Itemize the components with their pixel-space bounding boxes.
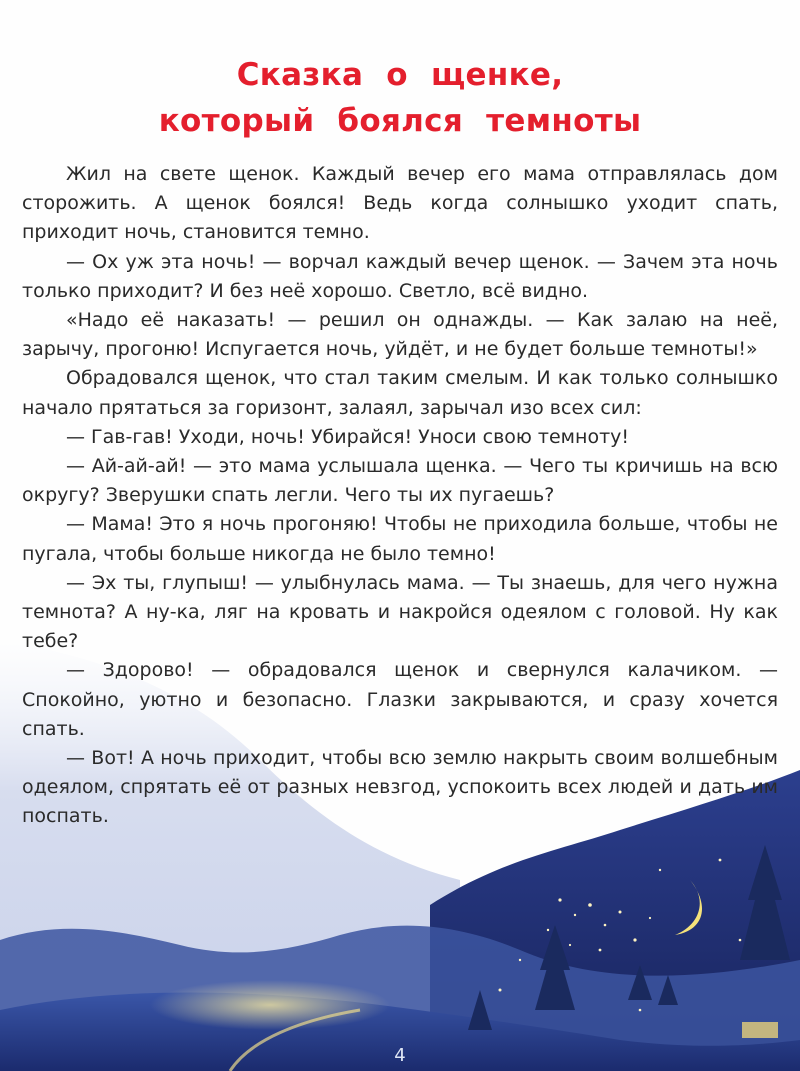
story-title [0, 52, 800, 144]
paragraph: — Ай-ай-ай! — это мама услышала щенка. — Чего ты кричишь на всю округу? Зверушки спать легли. Чего ты их пугаешь? [22, 455, 778, 507]
paragraph: — Вот! А ночь приходит, чтобы всю землю накрыть своим волшебным одеялом, спрятать её от разных невзгод, успокоить всех людей и дать им поспать. [22, 747, 778, 828]
page-number: 4 [394, 1045, 406, 1066]
paragraph: Жил на свете щенок. Каждый вечер его мама отправлялась дом сторожить. А щенок боялся! Ведь когда солнышко уходит спать, приходит ночь, становится темно. [22, 163, 778, 244]
paragraph: — Гав-гав! Уходи, ночь! Убирайся! Уноси свою темноту! [66, 425, 629, 448]
paragraph: Обрадовался щенок, что стал таким смелым. И как только солнышко начало прятаться за горизонт, залаял, зарычал изо всех сил: [22, 367, 778, 419]
paragraph: — Эх ты, глупыш! — улыбнулась мама. — Ты знаешь, для чего нужна темнота? А ну-ка, ляг на кровать и накройся одеялом с головой. Ну как тебе? [22, 571, 778, 653]
paragraph: — Ох уж эта ночь! — ворчал каждый вечер щенок. — Зачем эта ночь только приходит? И без неё хорошо. Светло, всё видно. [22, 250, 778, 302]
story-text [22, 160, 778, 832]
paragraph: — Здорово! — обрадовался щенок и свернулся калачиком. — Спокойно, уютно и безопасно. Глазки закрываются, и сразу хочется спать. [22, 659, 778, 740]
paragraph: — Мама! Это я ночь прогоняю! Чтобы не приходила больше, чтобы не пугала, чтобы больше никогда не было темно! [22, 513, 778, 565]
title-line-2: который боялся темноты [158, 103, 642, 139]
title-line-1: Сказка о щенке, [236, 57, 564, 93]
paragraph: «Надо её наказать! — решил он однажды. — Как залаю на неё, зарычу, прогоню! Испугается ночь, уйдёт, и не будет больше темноты!» [22, 309, 778, 361]
